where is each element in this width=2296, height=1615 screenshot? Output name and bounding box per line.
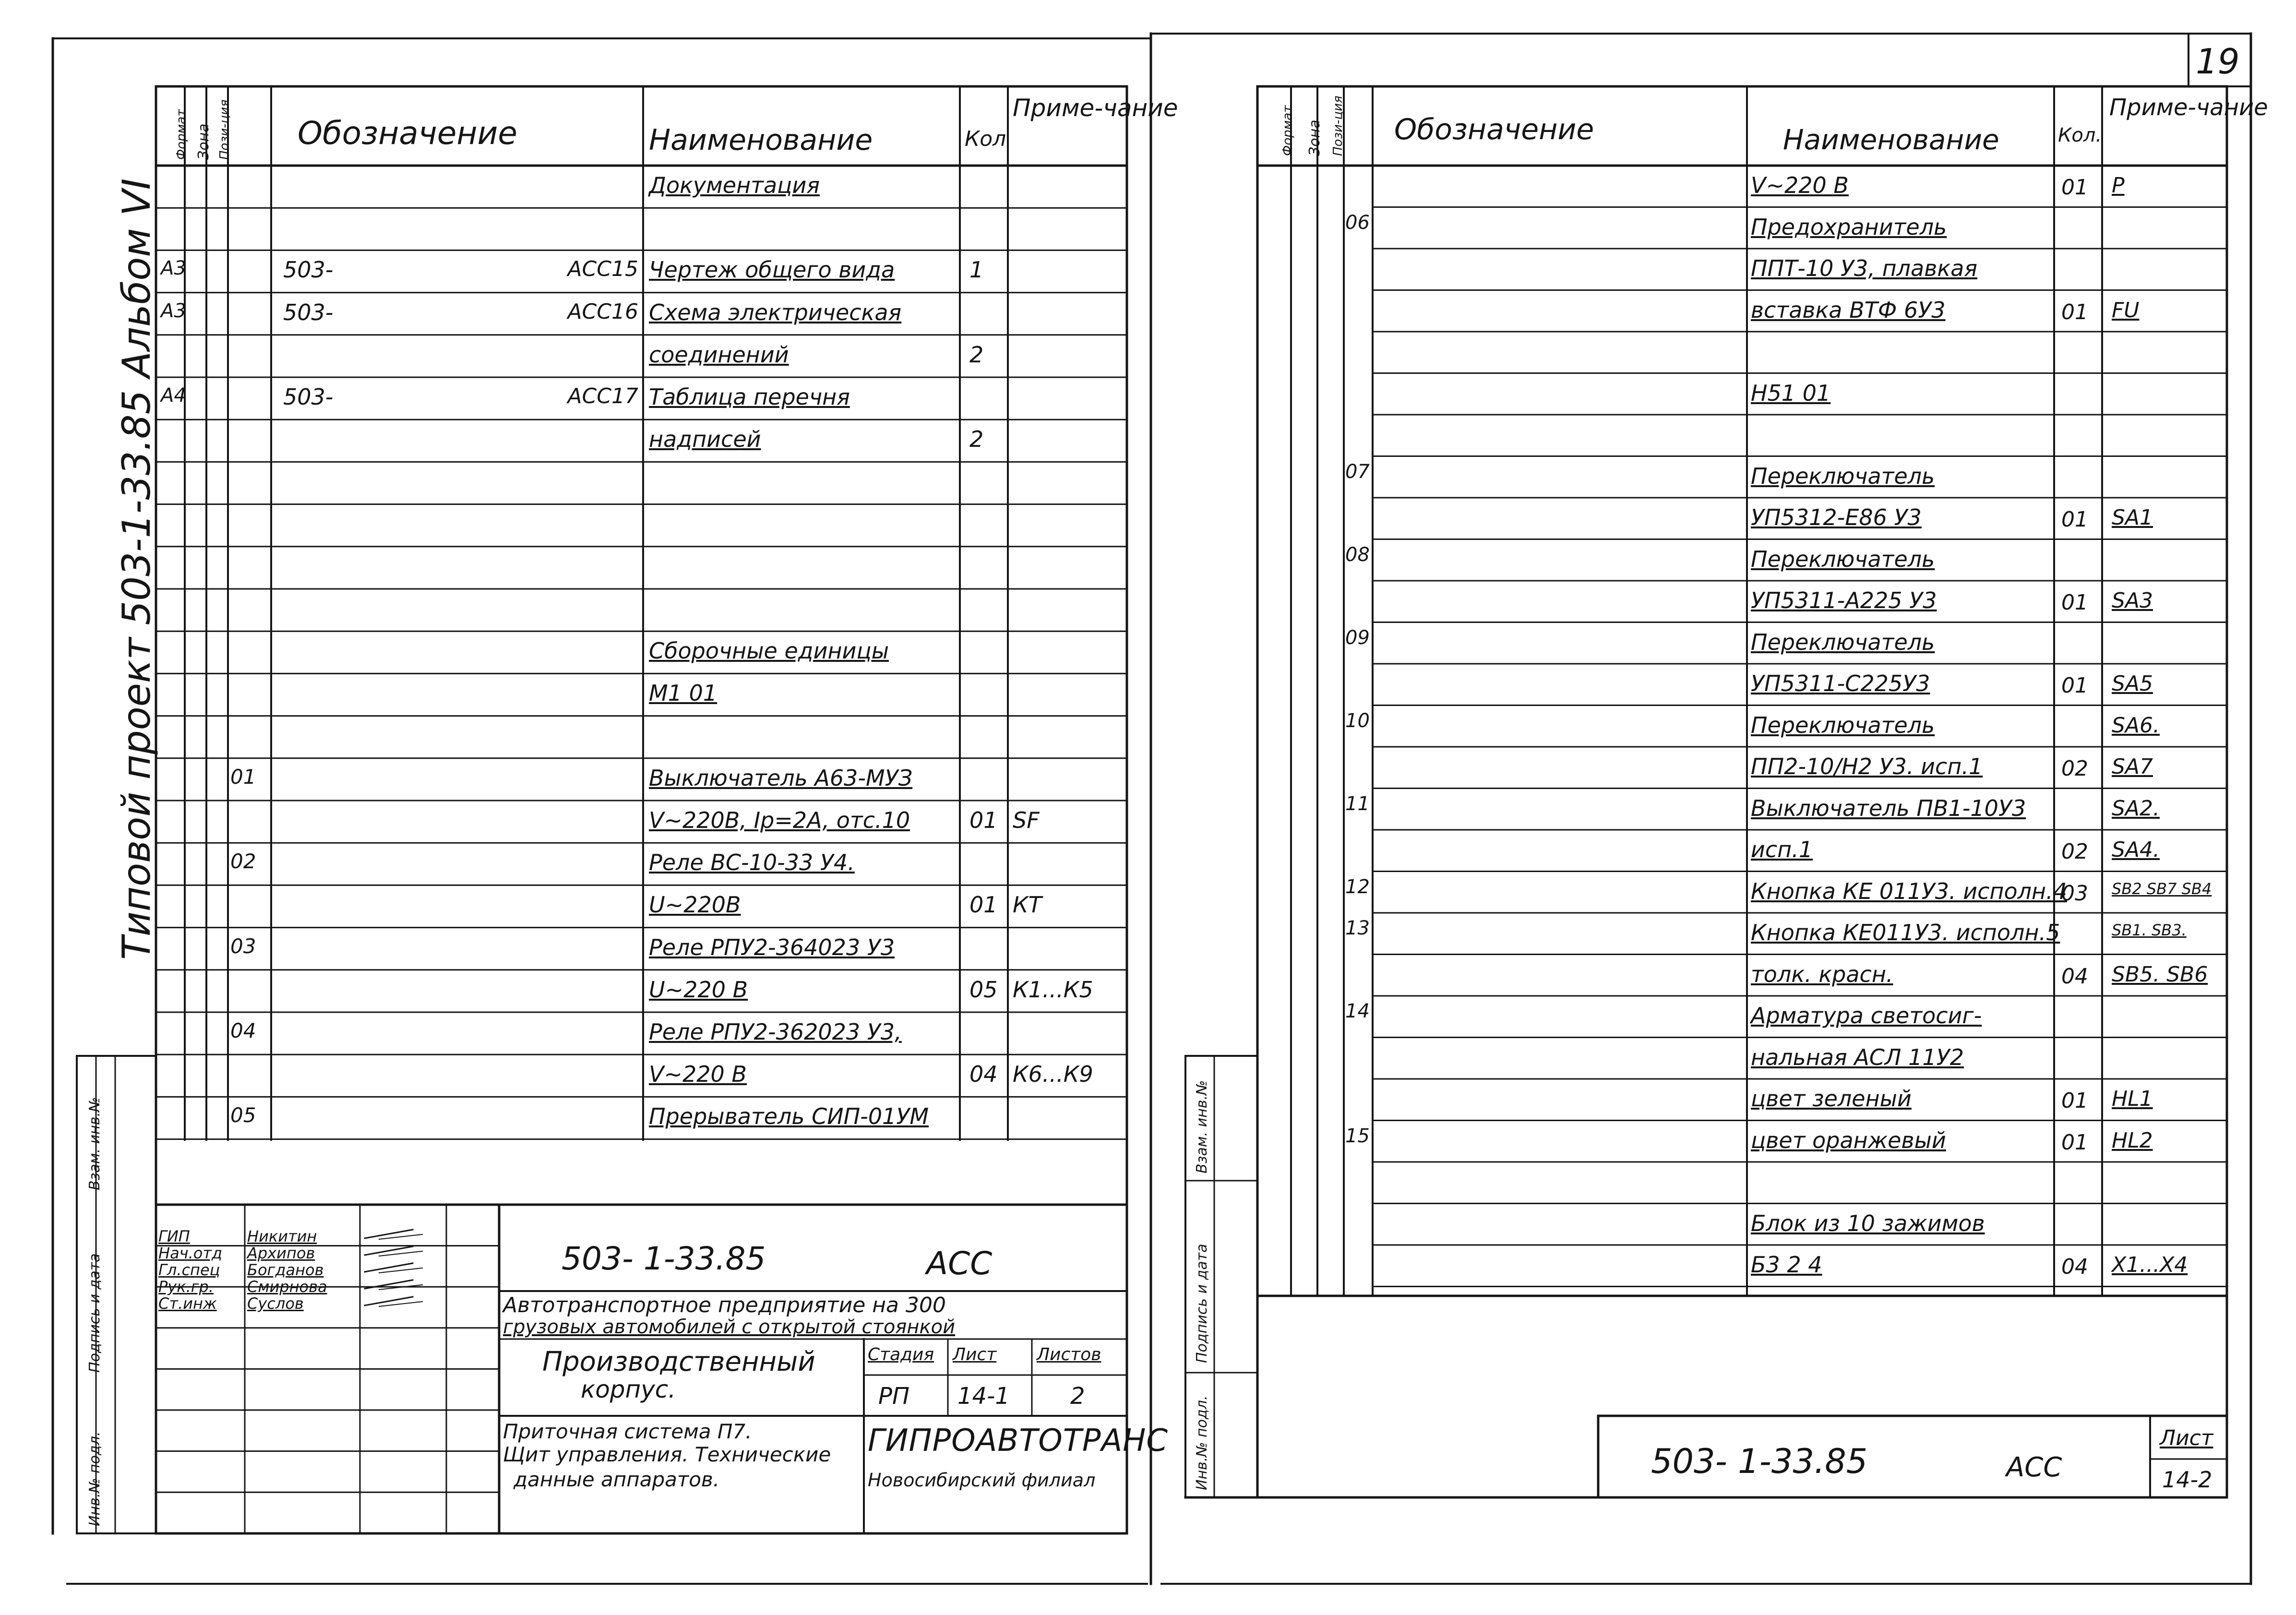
left-row-note: КТ: [1013, 892, 1042, 918]
role-name: Нач.отд: [158, 1244, 223, 1262]
left-row-code: АСС15: [567, 257, 638, 282]
right-row-name: исп.1: [1751, 837, 1813, 862]
role-name: Гл.спец: [158, 1261, 220, 1279]
left-row-designation: 503-: [283, 257, 334, 283]
title-stage-label: Стадия: [868, 1345, 934, 1364]
right-row-name: ПП2-10/Н2 У3. исп.1: [1751, 754, 1983, 779]
left-row-position: 03: [230, 934, 256, 958]
right-row-note: SB5. SB6: [2112, 962, 2208, 987]
left-row-name: Реле РПУ2-364023 У3: [649, 934, 895, 960]
title-content-line1: Приточная система П7.: [503, 1420, 752, 1443]
right-row-qty: 02: [2061, 756, 2088, 781]
right-row-position: 06: [1345, 211, 1370, 234]
left-row-format: A4: [161, 384, 186, 407]
right-row-qty: 01: [2061, 673, 2088, 698]
left-row-qty: 2: [969, 341, 984, 368]
role-name: ГИП: [158, 1227, 190, 1245]
right-row-position: 15: [1345, 1125, 1370, 1147]
right-row-position: 14: [1345, 1000, 1370, 1022]
right-row-name: УП5311-С225У3: [1751, 670, 1930, 696]
left-row-designation: 503-: [283, 299, 334, 325]
right-row-name: Выключатель ПВ1-10У3: [1751, 795, 2026, 821]
title-org-branch: Новосибирский филиал: [868, 1470, 1096, 1491]
right-label-signature: Подпись и дата: [1194, 1244, 1210, 1363]
left-row-code: АСС16: [567, 299, 638, 324]
right-header-qty: Кол.: [2058, 124, 2102, 146]
left-row-name: надписей: [649, 426, 761, 453]
title-sheets-label: Листов: [1037, 1345, 1101, 1364]
title-sheet-label: Лист: [953, 1345, 997, 1364]
title-project-line2: грузовых автомобилей с открытой стоянкой: [503, 1316, 956, 1338]
left-row-position: 05: [230, 1103, 256, 1127]
right-row-qty: 01: [2061, 507, 2088, 532]
title-doc-code: 503- 1-33.85: [562, 1240, 766, 1277]
title-content-line3: данные аппаратов.: [514, 1468, 720, 1491]
right-row-note: SB1. SB3.: [2112, 921, 2187, 939]
signature-stroke: [365, 1246, 413, 1255]
right-row-name: Переключатель: [1751, 712, 1935, 738]
role-name: Ст.инж: [158, 1294, 217, 1313]
right-row-name: ППТ-10 У3, плавкая: [1751, 255, 1977, 281]
right-row-qty: 03: [2061, 881, 2088, 906]
right-row-name: цвет оранжевый: [1751, 1127, 1946, 1153]
right-title-doc-code: 503- 1-33.85: [1651, 1442, 1868, 1481]
right-row-position: 11: [1345, 792, 1370, 815]
right-row-note: SA3: [2112, 588, 2153, 613]
right-row-name: УП5311-А225 У3: [1751, 587, 1937, 613]
left-header-position: Пози-ция: [217, 99, 232, 160]
right-row-name: Блок из 10 зажимов: [1751, 1210, 1985, 1236]
left-label-replacement: Взам. инв.№: [86, 1097, 103, 1190]
title-content-line2: Щит управления. Технические: [503, 1443, 831, 1466]
right-row-position: 12: [1345, 875, 1370, 898]
left-row-name: Таблица перечня: [649, 384, 850, 410]
left-row-name: U~220 В: [649, 976, 748, 1003]
left-header-designation: Обозначение: [298, 115, 517, 152]
right-row-name: цвет зеленый: [1751, 1086, 1912, 1112]
left-label-inv-no: Инв.№ подл.: [86, 1431, 103, 1526]
left-row-format: A3: [161, 299, 186, 322]
right-row-position: 08: [1345, 543, 1370, 566]
right-row-name: V~220 В: [1751, 172, 1849, 198]
right-row-qty: 01: [2061, 175, 2088, 200]
right-row-note: SA5: [2112, 671, 2153, 696]
right-row-qty: 02: [2061, 839, 2088, 864]
left-row-qty: 1: [969, 257, 984, 283]
right-row-qty: 01: [2061, 299, 2088, 324]
signature-stroke: [365, 1263, 413, 1272]
left-row-name: Реле РПУ2-362023 У3,: [649, 1019, 902, 1045]
title-building-line2: корпус.: [581, 1376, 676, 1403]
left-row-qty: 01: [969, 892, 998, 918]
left-row-name: Схема электрическая: [649, 299, 902, 325]
left-row-name: Реле ВС-10-33 У4.: [649, 849, 855, 876]
right-row-qty: 01: [2061, 590, 2088, 615]
right-row-position: 13: [1345, 917, 1370, 939]
right-row-name: вставка ВТФ 6У3: [1751, 297, 1946, 323]
right-row-name: Переключатель: [1751, 463, 1935, 489]
signature-stroke: [365, 1230, 413, 1238]
left-row-name: Документация: [649, 172, 820, 198]
right-label-inv-no: Инв.№ подл.: [1194, 1395, 1210, 1490]
left-row-name: Чертеж общего вида: [649, 257, 895, 283]
role-person: Смирнова: [247, 1278, 327, 1296]
title-building-line1: Производственный: [542, 1346, 815, 1377]
role-name: Рук.гр.: [158, 1278, 214, 1296]
right-header-name: Наименование: [1783, 123, 1999, 156]
right-header-position: Пози-ция: [1331, 96, 1345, 156]
signature-stroke: [365, 1297, 413, 1305]
role-person: Богданов: [247, 1261, 324, 1279]
left-row-name: V~220В, Ip=2A, отс.10: [649, 807, 910, 833]
left-row-name: М1 01: [649, 680, 718, 706]
left-header-qty: Кол: [965, 127, 1006, 151]
right-row-name: Б3 2 4: [1751, 1252, 1822, 1278]
title-sheet-value: 14-1: [957, 1383, 1010, 1410]
left-row-name: соединений: [649, 341, 789, 368]
right-title-sheet-label: Лист: [2160, 1426, 2213, 1450]
left-row-qty: 04: [969, 1061, 998, 1088]
right-row-name: толк. красн.: [1751, 961, 1893, 987]
left-row-position: 01: [230, 765, 256, 789]
left-header-name: Наименование: [649, 123, 873, 157]
right-title-sheet-value: 14-2: [2162, 1467, 2212, 1493]
right-row-qty: 04: [2061, 964, 2088, 989]
left-row-designation: 503-: [283, 384, 334, 410]
right-header-zone: Зона: [1306, 120, 1323, 156]
right-row-note: Р: [2112, 173, 2125, 198]
right-header-format: Формат: [1280, 105, 1295, 156]
right-row-note: SA4.: [2112, 837, 2160, 862]
right-row-name: Кнопка КЕ 011У3. исполн.4: [1751, 878, 2068, 904]
left-row-position: 04: [230, 1019, 256, 1042]
role-person: Никитин: [247, 1227, 317, 1245]
right-header-designation: Обозначение: [1394, 113, 1594, 146]
right-row-position: 10: [1345, 709, 1370, 732]
right-row-note: SA7: [2112, 754, 2153, 779]
left-row-name: V~220 В: [649, 1061, 747, 1088]
left-row-name: U~220В: [649, 892, 741, 918]
left-row-name: Сборочные единицы: [649, 638, 889, 664]
right-row-qty: 01: [2061, 1089, 2088, 1113]
right-row-position: 09: [1345, 626, 1370, 649]
right-row-note: SA1: [2112, 505, 2153, 530]
right-row-name: Переключатель: [1751, 546, 1935, 572]
role-person: Архипов: [247, 1244, 315, 1262]
right-row-qty: 04: [2061, 1255, 2088, 1279]
title-org-name: ГИПРОАВТОТРАНС: [868, 1423, 1169, 1459]
right-row-name: Переключатель: [1751, 629, 1935, 655]
left-label-signature: Подпись и дата: [86, 1253, 103, 1373]
left-row-format: A3: [161, 257, 186, 280]
left-row-name: Прерыватель СИП-01УМ: [649, 1103, 929, 1130]
left-row-name: Выключатель А63-МУЗ: [649, 765, 913, 791]
right-row-note: SB2 SB7 SB4: [2112, 879, 2212, 898]
right-row-qty: 01: [2061, 1130, 2088, 1155]
left-row-qty: 01: [969, 807, 998, 833]
right-row-name: УП5312-Е86 У3: [1751, 504, 1922, 530]
left-row-qty: 2: [969, 426, 984, 453]
right-title-doc-type: АСС: [2006, 1452, 2062, 1483]
right-label-replacement: Взам. инв.№: [1194, 1080, 1210, 1173]
right-row-note: SA2.: [2112, 796, 2160, 821]
right-row-position: 07: [1345, 460, 1370, 483]
left-row-qty: 05: [969, 976, 998, 1003]
sheet-number: 19: [2196, 41, 2240, 82]
left-row-note: SF: [1013, 807, 1040, 833]
right-row-name: Предохранитель: [1751, 214, 1947, 240]
title-sheets-value: 2: [1070, 1383, 1085, 1410]
title-project-line1: Автотранспортное предприятие на 300: [503, 1293, 946, 1317]
role-person: Суслов: [247, 1294, 304, 1313]
right-row-note: SA6.: [2112, 713, 2160, 738]
left-header-zone: Зона: [195, 123, 212, 160]
album-margin-title: Типовой проект 503-1-33.85 Альбом VI: [114, 178, 159, 960]
right-header-note: Приме-чание: [2109, 94, 2268, 121]
right-row-note: Х1...Х4: [2112, 1253, 2188, 1277]
right-row-name: Арматура светосиг-: [1751, 1003, 1982, 1029]
left-header-format: Формат: [174, 109, 189, 160]
title-doc-type: АСС: [926, 1245, 993, 1282]
right-row-note: FU: [2112, 298, 2140, 323]
right-row-name: нальная АСЛ 11У2: [1751, 1044, 1964, 1070]
left-header-note: Приме-чание: [1013, 94, 1178, 122]
right-row-name: Н51 01: [1751, 380, 1831, 406]
right-row-note: HL2: [2112, 1128, 2153, 1153]
left-row-position: 02: [230, 849, 256, 873]
right-row-note: HL1: [2112, 1087, 2153, 1111]
title-stage-value: РП: [878, 1383, 910, 1410]
right-row-name: Кнопка КЕ011У3. исполн.5: [1751, 920, 2060, 945]
left-row-note: К6...К9: [1013, 1061, 1093, 1088]
left-row-code: АСС17: [567, 384, 638, 408]
left-row-note: К1...К5: [1013, 976, 1093, 1003]
